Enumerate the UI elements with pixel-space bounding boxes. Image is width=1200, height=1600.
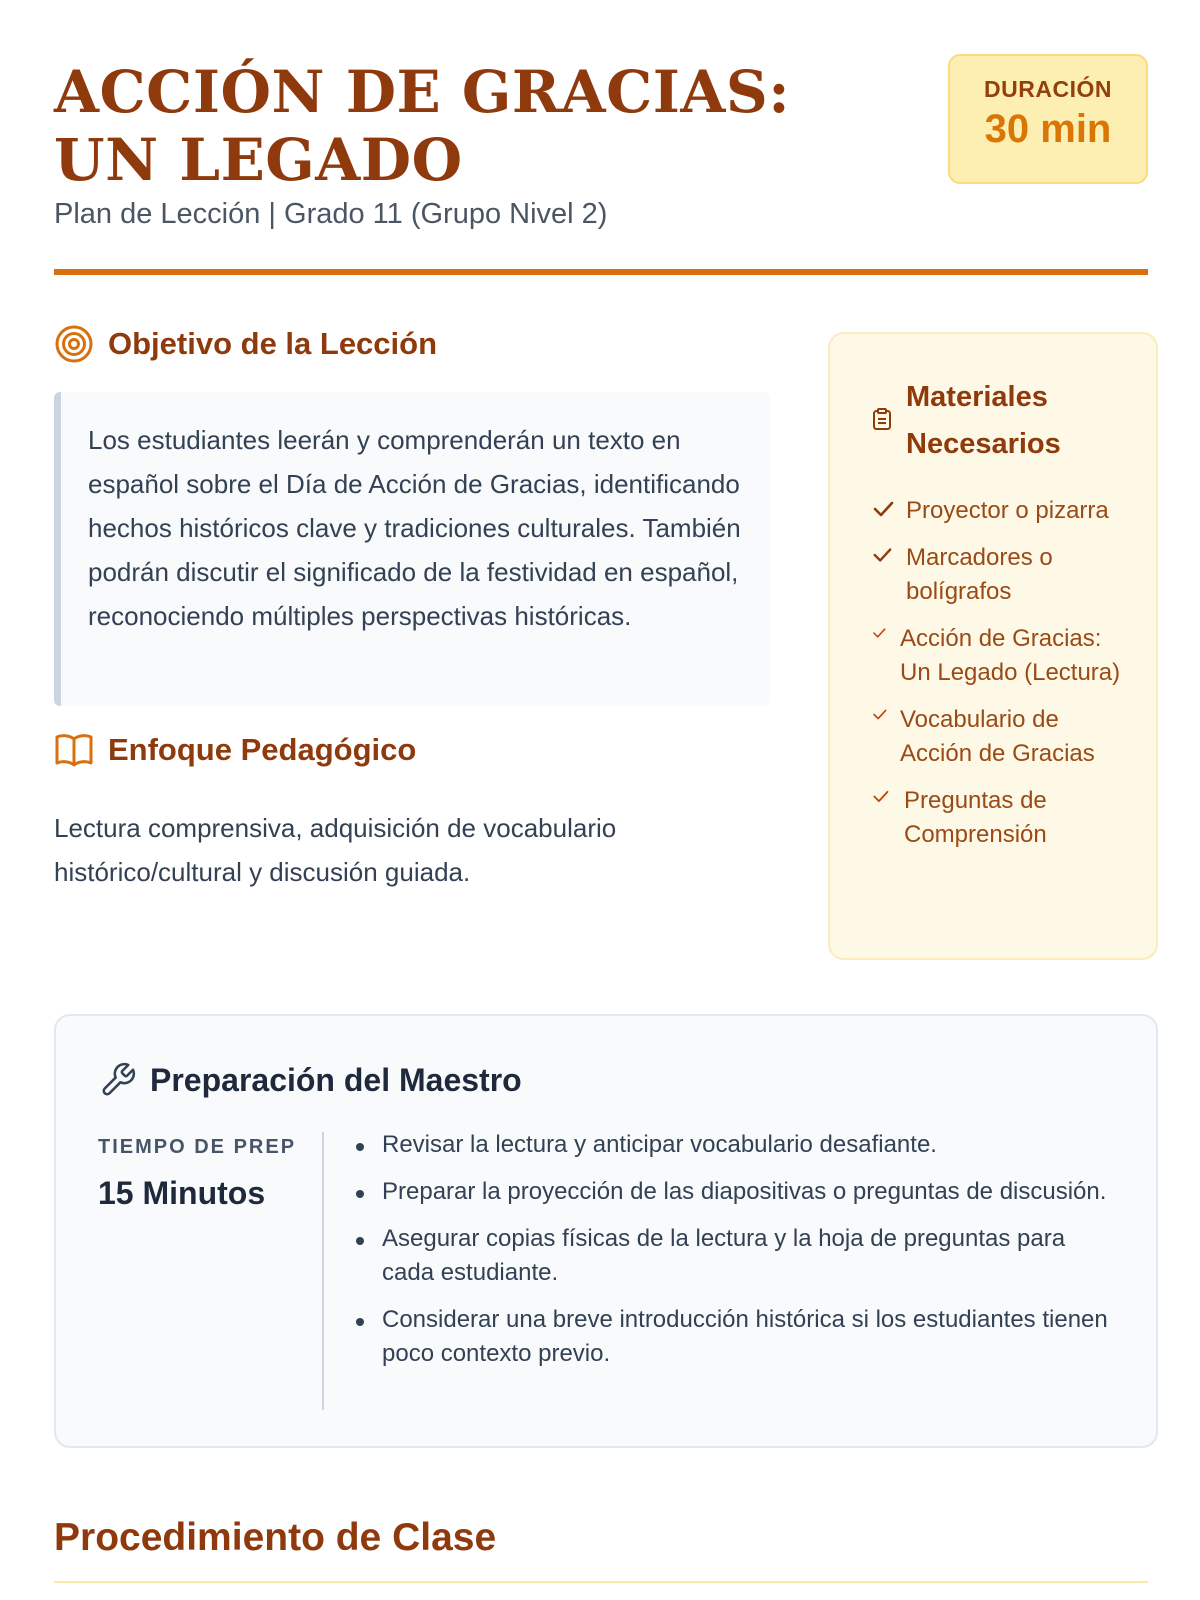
materials-list [872, 494, 1132, 865]
bullet [356, 1318, 364, 1326]
duration-badge [948, 54, 1148, 184]
bullet [356, 1190, 364, 1198]
page-subtitle: Plan de Lección | Grado 11 (Grupo Nivel 2) [54, 198, 608, 230]
prep-task: Revisar la lectura y anticipar vocabulario desafiante. [382, 1131, 937, 1158]
prep-title: Preparación del Maestro [150, 1061, 522, 1098]
objective-heading [54, 324, 437, 364]
check-icon [872, 541, 906, 570]
material-label: Proyector o pizarra [906, 497, 1109, 524]
lesson-header [54, 52, 1148, 278]
prep-task: Asegurar copias físicas de la lectura y la hoja de preguntas para cada estudiante. [382, 1225, 1066, 1286]
prep-divider [322, 1132, 324, 1410]
check-icon [872, 622, 900, 645]
prep-task: Preparar la proyección de las diapositivas o preguntas de discusión. [382, 1178, 1107, 1205]
procedure-title: Procedimiento de Clase [54, 1516, 497, 1559]
prep-time [98, 1134, 298, 1212]
approach-text: Lectura comprensiva, adquisición de vocabulario histórico/cultural y discusión guiada. [54, 813, 617, 887]
check-icon [872, 784, 904, 810]
open-book-icon [54, 730, 94, 770]
procedure-divider [54, 1581, 1148, 1583]
prep-time-value: 15 Minutos [98, 1175, 266, 1211]
materials-title: Materiales Necesarios [906, 381, 1061, 460]
list-item [356, 1222, 1116, 1290]
prep-heading [98, 1060, 522, 1100]
approach-heading [54, 730, 416, 770]
clipboard-icon [872, 408, 892, 435]
check-icon [872, 494, 906, 525]
material-label: Marcadores o bolígrafos [906, 544, 1053, 605]
bullet [356, 1237, 364, 1245]
list-item [872, 541, 1132, 609]
prep-task: Considerar una breve introducción histórica si los estudiantes tienen poco contexto previo. [382, 1306, 1108, 1367]
objective-card [54, 392, 770, 706]
header-divider [54, 269, 1148, 275]
materials-heading [872, 374, 1106, 468]
material-label: Acción de Gracias: Un Legado (Lectura) [900, 625, 1121, 686]
page-title: ACCIÓN DE GRACIAS: UN LEGADO [54, 58, 791, 194]
objective-title: Objetivo de la Lección [108, 326, 438, 361]
list-item [872, 494, 1132, 528]
duration-label: DURACIÓN [984, 76, 1112, 102]
bullet [356, 1143, 364, 1151]
material-label: Vocabulario de Acción de Gracias [900, 706, 1095, 767]
list-item [356, 1128, 1116, 1162]
objective-text: Los estudiantes leerán y comprenderán un texto en español sobre el Día de Acción de Gracias, identificando hechos históricos clave y tradiciones culturales. También podrán discutir el significado de la festividad en español, reconociendo múltiples perspectivas históricas. [88, 425, 741, 631]
list-item [872, 622, 1132, 690]
list-item [872, 703, 1132, 771]
list-item [872, 784, 1132, 852]
duration-value: 30 min [984, 107, 1112, 151]
material-label: Preguntas de Comprensión [904, 787, 1047, 848]
prep-list [356, 1128, 1116, 1384]
teacher-prep-card [54, 1014, 1158, 1448]
target-icon [54, 324, 94, 364]
prep-time-label: TIEMPO DE PREP [98, 1136, 297, 1158]
approach-title: Enfoque Pedagógico [108, 732, 417, 767]
list-item [356, 1175, 1116, 1209]
materials-card [828, 332, 1158, 960]
list-item [356, 1303, 1116, 1371]
wrench-icon [98, 1060, 138, 1100]
check-icon [872, 703, 900, 727]
